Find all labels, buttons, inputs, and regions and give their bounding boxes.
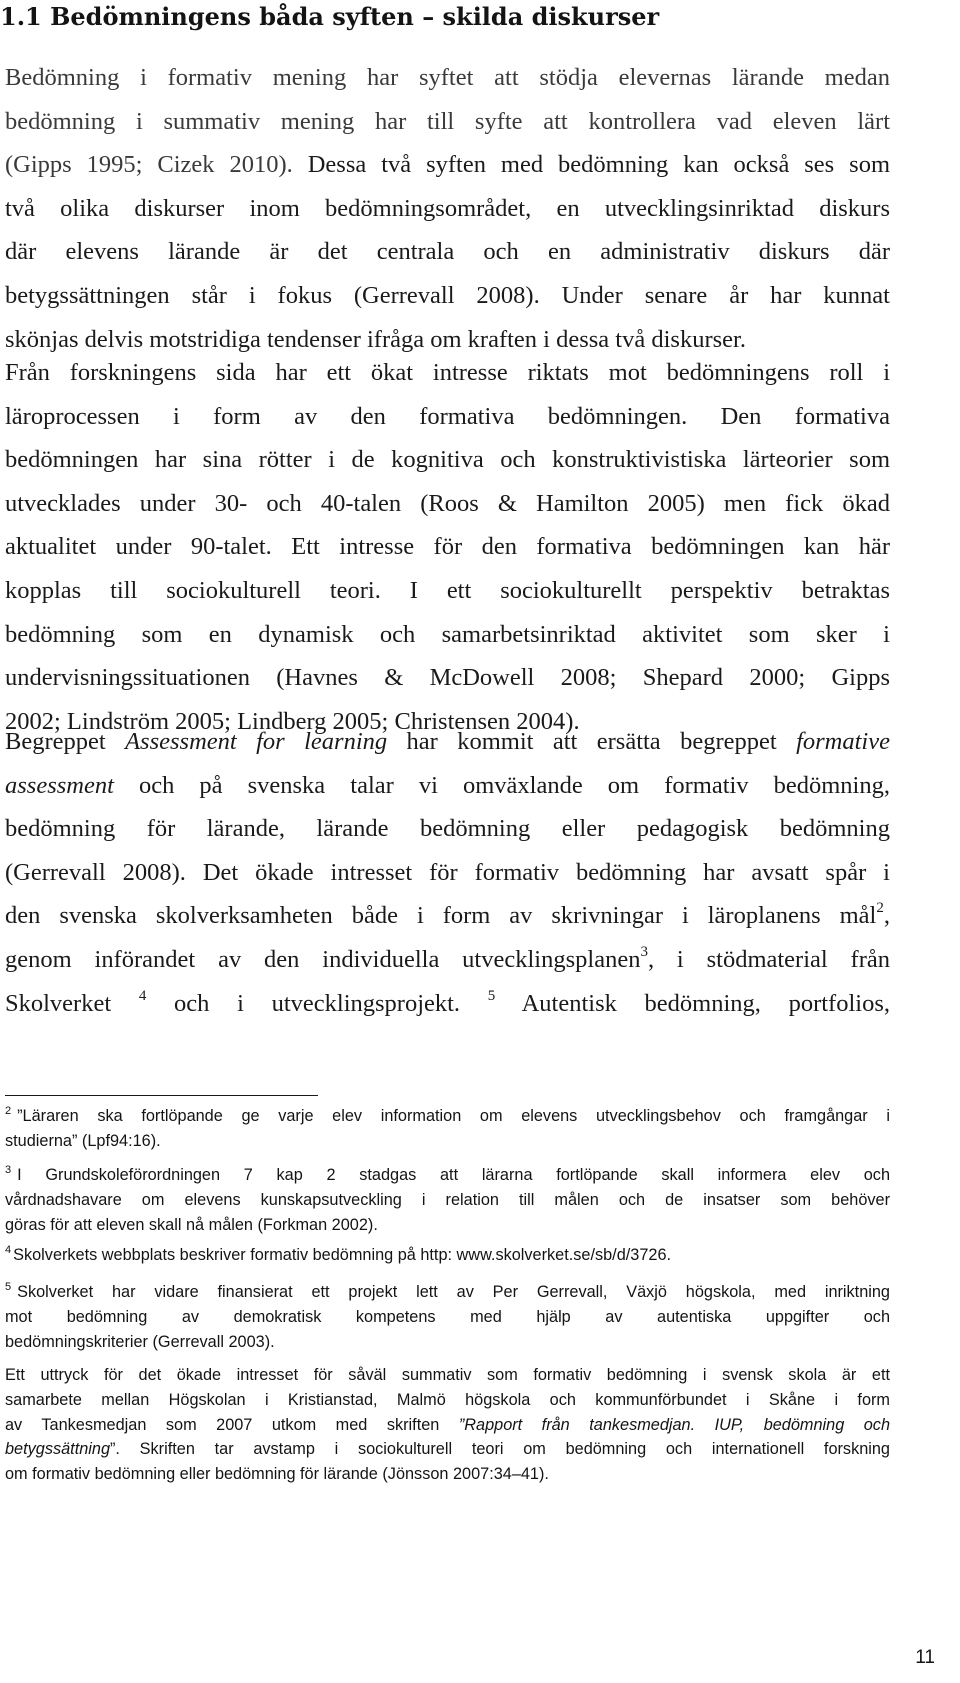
paragraph-line [5, 982, 890, 1026]
footnote-ref[interactable]: 3 [640, 943, 648, 960]
paragraph-line [5, 143, 890, 187]
footnote-line [5, 1437, 890, 1462]
footnote-number: 5 [5, 1281, 12, 1293]
paragraph-line: utvecklades under 30- och 40-talen (Roos & Hamilton 2005) men fick ökad [5, 489, 890, 517]
footnote-3 [5, 1163, 890, 1237]
paragraph-line: 2002; Lindström 2005; Lindberg 2005; Christensen 2004). [5, 707, 580, 735]
paragraph-line: bedömning för lärande, lärande bedömning eller pedagogisk bedömning [5, 815, 890, 843]
text-run: den svenska skolverksamheten både i form av skrivningar i läroplanens mål [5, 902, 877, 930]
paragraph-line: Bedömning i formativ mening har syftet att stödja elevernas lärande medan [5, 64, 890, 91]
paragraph-line: bedömningen har sina rötter i de kognitiva och konstruktivistiska lärteorier som [5, 446, 890, 474]
footnote-line [5, 1104, 890, 1129]
italic-term: Assessment for learning [125, 728, 388, 755]
footnote-separator [5, 1095, 318, 1096]
paragraph-line: (Gerrevall 2008). Det ökade intresset för formativ bedömning har avsatt spår i [5, 858, 890, 886]
footnote-number: 3 [5, 1164, 12, 1176]
footnote-ref[interactable]: 4 [138, 987, 147, 1004]
paragraph-line: betygssättningen står i fokus (Gerrevall 2008). Under senare år har kunnat [5, 281, 890, 309]
footnote-text: I Grundskoleförordningen 7 kap 2 stadgas att lärarna fortlöpande skall informera elev och [17, 1166, 890, 1184]
footnote-5 [5, 1280, 890, 1354]
paragraph-line [5, 938, 890, 982]
footnote-ref[interactable]: 2 [876, 900, 884, 917]
footnote-line [5, 1413, 890, 1438]
paragraph-line: bedömning i summativ mening har till syfte att kontrollera vad eleven lärt [5, 107, 890, 135]
text-run: , i stödmaterial från [647, 945, 890, 973]
section-heading: 1.1 Bedömningens båda syften – skilda diskurser [0, 2, 660, 31]
footnote-line: samarbete mellan Högskolan i Kristianstad, Malmö högskola och kommunförbundet i Skåne i form [5, 1390, 890, 1409]
paragraph-line: bedömning som en dynamisk och samarbetsinriktad aktivitet som sker i [5, 620, 890, 648]
footnote-ref[interactable]: 5 [487, 987, 496, 1004]
footnote-text: ”. Skriften tar avstamp i sociokulturell teori om bedömning och internationell forskning [110, 1440, 890, 1459]
footnote-continuation [5, 1363, 890, 1487]
footnote-text: ”Läraren ska fortlöpande ge varje elev information om elevens utvecklingsbehov och framgångar i [17, 1107, 890, 1125]
paragraph-line: aktualitet under 90-talet. Ett intresse för den formativa bedömningen kan här [5, 533, 890, 561]
footnote-line [5, 1163, 890, 1188]
paragraph-line: undervisningssituationen (Havnes & McDowell 2008; Shepard 2000; Gipps [5, 664, 890, 692]
footnote-text: av Tankesmedjan som 2007 utkom med skriften [5, 1415, 459, 1434]
paragraph-line [5, 720, 890, 764]
italic-term: formative [796, 728, 890, 755]
text-run: Begreppet [5, 728, 126, 755]
italic-title: ”Rapport från tankesmedjan. IUP, bedömning och [458, 1415, 890, 1434]
footnote-4 [5, 1243, 890, 1268]
footnote-line: om formativ bedömning eller bedömning för lärande (Jönsson 2007:34–41). [5, 1465, 549, 1484]
footnote-line [5, 1280, 890, 1305]
page-number: 11 [915, 1647, 935, 1668]
paragraph-line: skönjas delvis motstridiga tendenser ifråga om kraften i dessa två diskurser. [5, 325, 746, 353]
footnote-text: Skolverkets webbplats beskriver formativ bedömning på http: www.skolverket.se/sb/d/3726. [13, 1246, 672, 1264]
text-run: och i utvecklingsprojekt. [146, 989, 488, 1017]
text-run: , [883, 902, 890, 930]
footnote-line: studierna” (Lpf94:16). [5, 1131, 161, 1150]
text-run: och på svenska talar vi omväxlande om formativ bedömning, [113, 771, 890, 799]
footnote-number: 4 [5, 1244, 12, 1256]
citation-text: (Gipps 1995; Cizek 2010). [5, 151, 293, 179]
paragraph-3 [5, 720, 890, 1025]
footnote-line: mot bedömning av demokratisk kompetens med hjälp av autentiska uppgifter och [5, 1307, 890, 1326]
italic-title: betygssättning [5, 1440, 110, 1459]
paragraph-line: kopplas till sociokulturell teori. I ett sociokulturellt perspektiv betraktas [5, 576, 890, 604]
text-run: Autentisk bedömning, portfolios, [495, 989, 890, 1017]
paragraph-text: Dessa två syften med bedömning kan också ses som [307, 151, 890, 179]
paragraph-line [5, 894, 890, 938]
footnote-number: 2 [5, 1105, 12, 1117]
paragraph-line [5, 764, 890, 808]
footnote-line [5, 1243, 890, 1268]
paragraph-line: Från forskningens sida har ett ökat intresse riktats mot bedömningens roll i [5, 359, 890, 386]
paragraph-line: två olika diskurser inom bedömningsområdet, en utvecklingsinriktad diskurs [5, 194, 890, 222]
text-run: genom införandet av den individuella utvecklingsplanen [5, 945, 641, 973]
paragraph-line: läroprocessen i form av den formativa bedömningen. Den formativa [5, 402, 890, 430]
italic-term: assessment [5, 771, 114, 799]
footnote-2 [5, 1104, 890, 1154]
footnote-line: Ett uttryck för det ökade intresset för såväl summativ som formativ bedömning i svensk skola är ett [5, 1366, 890, 1384]
paragraph-2 [5, 351, 890, 743]
footnote-line: göras för att eleven skall nå målen (Forkman 2002). [5, 1215, 378, 1234]
footnote-line: bedömningskriterier (Gerrevall 2003). [5, 1332, 275, 1351]
paragraph-line: där elevens lärande är det centrala och en administrativ diskurs där [5, 238, 890, 266]
footnote-line: vårdnadshavare om elevens kunskapsutveckling i relation till målen och de insatser som behöver [5, 1190, 890, 1209]
footnote-text: Skolverket har vidare finansierat ett projekt lett av Per Gerrevall, Växjö högskola, med inriktning [17, 1283, 890, 1301]
paragraph-1 [5, 56, 890, 361]
text-run: har kommit att ersätta begreppet [387, 728, 797, 755]
text-run: Skolverket [5, 989, 139, 1017]
